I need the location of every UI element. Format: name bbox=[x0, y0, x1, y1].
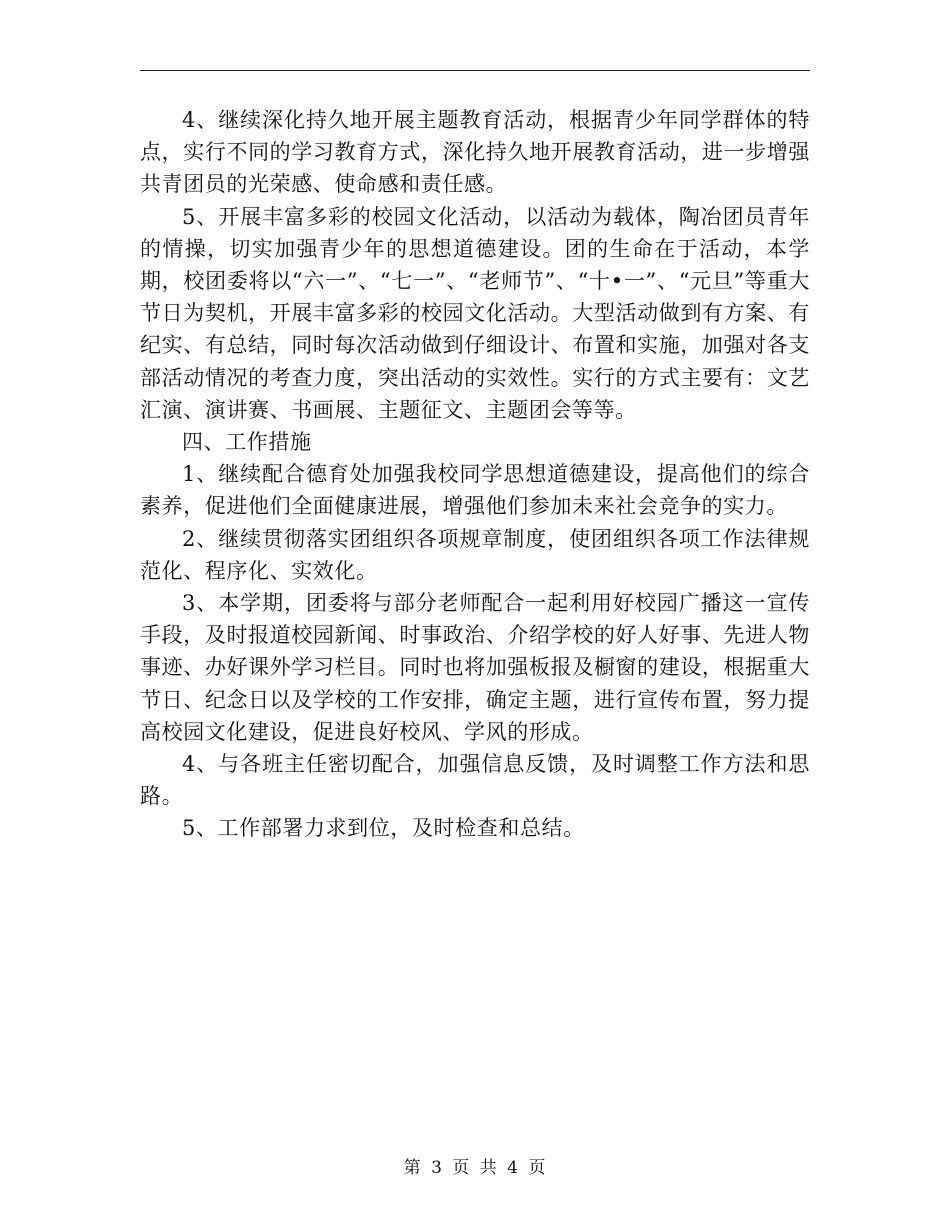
paragraph-measure-3: 3、本学期，团委将与部分老师配合一起利用好校园广播这一宣传手段，及时报道校园新闻、时事政治、介绍学校的好人好事、先进人物事迹、办好课外学习栏目。同时也将加强板报及橱窗的建设，根据重大节日、纪念日以及学校的工作安排，确定主题，进行宣传布置，努力提高校园文化建设，促进良好校风、学风的形成。 bbox=[140, 591, 810, 744]
paragraph-measure-1: 1、继续配合德育处加强我校同学思想道德建设，提高他们的综合素养，促进他们全面健康进展，增强他们参加未来社会竞争的实力。 bbox=[140, 462, 810, 519]
paragraph-item-4-continue-education: 4、继续深化持久地开展主题教育活动，根据青少年同学群体的特点，实行不同的学习教育方式，深化持久地开展教育活动，进一步增强共青团员的光荣感、使命感和责任感。 bbox=[140, 108, 810, 197]
paragraph-measure-5: 5、工作部署力求到位，及时检查和总结。 bbox=[182, 816, 585, 841]
paragraph-measure-2: 2、继续贯彻落实团组织各项规章制度，使团组织各项工作法律规范化、程序化、实效化。 bbox=[140, 526, 810, 583]
document-body bbox=[140, 104, 810, 845]
paragraph-item-5-campus-culture: 5、开展丰富多彩的校园文化活动，以活动为载体，陶冶团员青年的情操，切实加强青少年的思想道德建设。团的生命在于活动，本学期，校团委将以“六一”、“七一”、“老师节”、“十•一”、“元旦”等重大节日为契机，开展丰富多彩的校园文化活动。大型活动做到有方案、有纪实、有总结，同时每次活动做到仔细设计、布置和实施，加强对各支部活动情况的考查力度，突出活动的实效性。实行的方式主要有：文艺汇演、演讲赛、书画展、主题征文、主题团会等等。 bbox=[140, 204, 810, 422]
page-number-footer: 第 3 页 共 4 页 bbox=[403, 1158, 547, 1178]
paragraph-measure-4: 4、与各班主任密切配合，加强信息反馈，及时调整工作方法和思路。 bbox=[140, 752, 810, 809]
header-rule bbox=[140, 70, 810, 71]
section-heading-work-measures: 四、工作措施 bbox=[182, 430, 312, 455]
